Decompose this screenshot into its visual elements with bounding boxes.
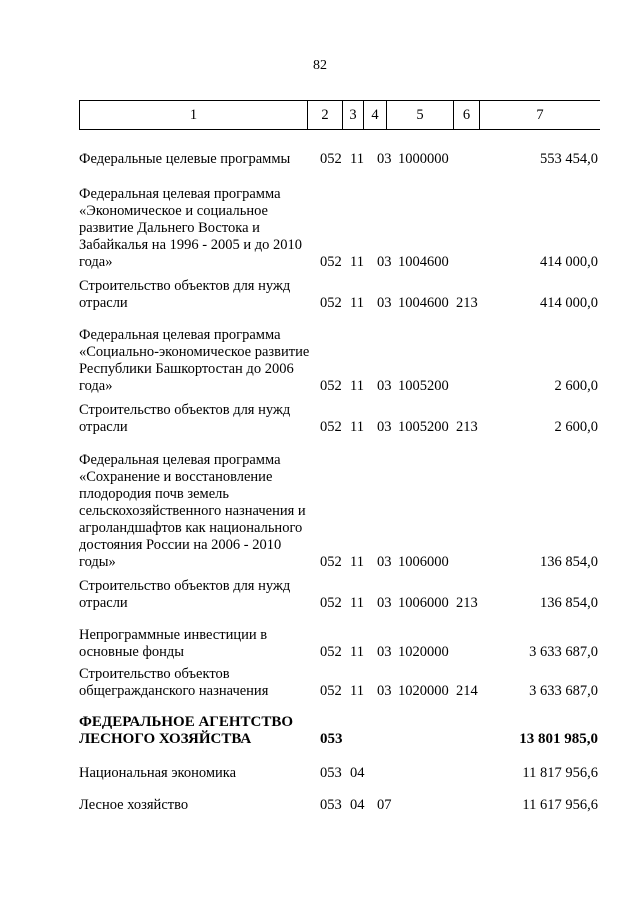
row-sum: 414 000,0 [540,295,598,311]
row-sum: 3 633 687,0 [529,683,598,699]
row-cs: 1020000 [398,644,449,660]
row-vr: 214 [456,683,478,699]
row-sum: 414 000,0 [540,254,598,270]
table-row [0,327,640,395]
row-ved: 052 [320,254,342,270]
row-sum: 2 600,0 [554,378,598,394]
row-rz: 04 [350,765,365,781]
header-col-2: 2 [308,101,343,129]
row-name: Строительство объектов для нужд отрасли [79,278,291,311]
row-rz: 11 [350,419,364,435]
row-cs: 1004600 [398,295,449,311]
table-row [0,765,640,782]
row-name: Лесное хозяйство [79,797,189,813]
row-name: Строительство объектов общегражданского назначения [79,666,269,699]
row-ved: 053 [320,765,342,781]
row-rz: 11 [350,151,364,167]
row-pr: 03 [377,554,392,570]
row-ved: 052 [320,378,342,394]
table-row [0,714,640,748]
row-rz: 04 [350,797,365,813]
header-col-3: 3 [343,101,364,129]
row-rz: 11 [350,644,364,660]
table-row [0,278,640,312]
row-ved: 052 [320,554,342,570]
row-pr: 03 [377,595,392,611]
row-ved: 052 [320,151,342,167]
row-pr: 07 [377,797,392,813]
table-row [0,452,640,571]
table-row [0,666,640,700]
table-row [0,151,640,168]
row-ved: 053 [320,797,342,813]
row-name: Федеральные целевые программы [79,151,291,167]
row-name: ФЕДЕРАЛЬНОЕ АГЕНТСТВО ЛЕСНОГО ХОЗЯЙСТВА [79,714,294,747]
row-ved: 052 [320,644,342,660]
table-row [0,186,640,271]
row-pr: 03 [377,151,392,167]
header-col-4: 4 [364,101,387,129]
row-vr: 213 [456,419,478,435]
row-ved: 052 [320,595,342,611]
row-sum: 136 854,0 [540,554,598,570]
row-pr: 03 [377,378,392,394]
row-sum: 2 600,0 [554,419,598,435]
row-name: Строительство объектов для нужд отрасли [79,402,291,435]
row-name: Национальная экономика [79,765,237,781]
row-name: Федеральная целевая программа «Сохранение и восстановление плодородия почв земель сельскохозяйственного назначения и агроландшафтов как национального достояния России на 2006 - 2010 годы» [79,452,306,570]
row-cs: 1005200 [398,419,449,435]
header-col-1: 1 [80,101,308,129]
row-ved: 053 [320,731,343,747]
table-header [79,100,600,130]
table-row [0,627,640,661]
row-name: Строительство объектов для нужд отрасли [79,578,291,611]
row-sum: 11 617 956,6 [522,797,598,813]
row-sum: 3 633 687,0 [529,644,598,660]
row-cs: 1020000 [398,683,449,699]
row-sum: 553 454,0 [540,151,598,167]
row-rz: 11 [350,595,364,611]
row-sum: 11 817 956,6 [522,765,598,781]
row-rz: 11 [350,378,364,394]
row-pr: 03 [377,644,392,660]
page-number: 82 [313,58,327,73]
row-cs: 1006000 [398,595,449,611]
row-ved: 052 [320,419,342,435]
header-col-5: 5 [387,101,454,129]
row-pr: 03 [377,254,392,270]
row-name: Федеральная целевая программа «Экономическое и социальное развитие Дальнего Востока и Забайкалья на 1996 - 2005 и до 2010 года» [79,186,302,270]
row-rz: 11 [350,683,364,699]
row-vr: 213 [456,595,478,611]
table-row [0,797,640,814]
row-rz: 11 [350,295,364,311]
row-sum: 136 854,0 [540,595,598,611]
row-rz: 11 [350,554,364,570]
table-row [0,578,640,612]
header-col-7: 7 [536,107,544,123]
header-col-6: 6 [454,101,480,129]
row-rz: 11 [350,254,364,270]
row-pr: 03 [377,683,392,699]
row-name: Непрограммные инвестиции в основные фонды [79,627,268,660]
row-ved: 052 [320,295,342,311]
row-pr: 03 [377,419,392,435]
row-name: Федеральная целевая программа «Социально-экономическое развитие Республики Башкортостан до 2006 года» [79,327,310,394]
row-cs: 1000000 [398,151,449,167]
row-cs: 1006000 [398,554,449,570]
row-pr: 03 [377,295,392,311]
row-sum: 13 801 985,0 [519,731,598,747]
table-row [0,402,640,436]
row-vr: 213 [456,295,478,311]
row-cs: 1005200 [398,378,449,394]
row-cs: 1004600 [398,254,449,270]
row-ved: 052 [320,683,342,699]
